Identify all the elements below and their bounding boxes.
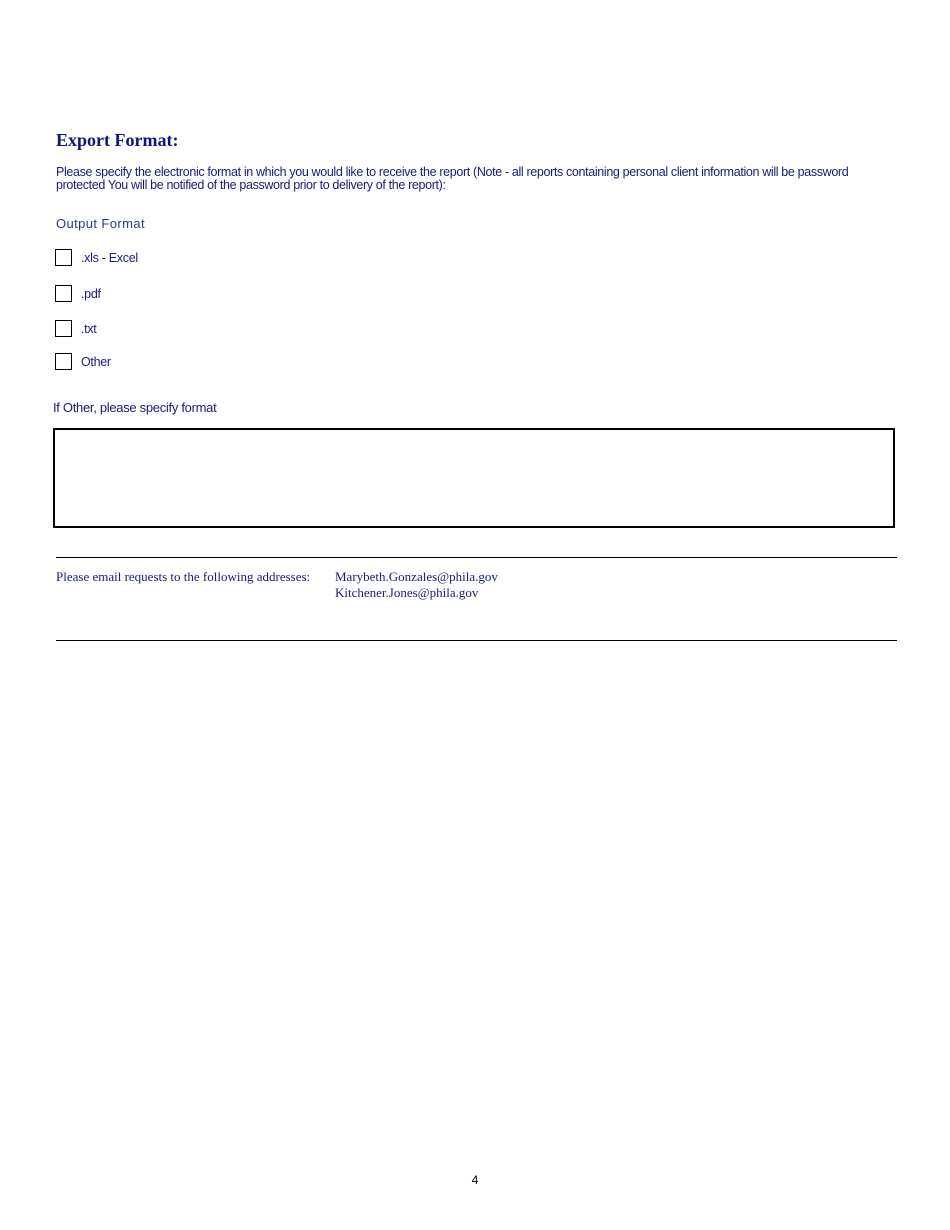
option-other[interactable] (55, 352, 111, 371)
other-checkbox[interactable] (55, 353, 72, 370)
other-format-input[interactable] (53, 428, 895, 528)
pdf-checkbox[interactable] (55, 285, 72, 302)
page-number: 4 (471, 1173, 479, 1187)
email-instructions: Please email requests to the following addresses: (56, 569, 311, 584)
option-xls[interactable] (55, 248, 138, 267)
xls-label: .xls - Excel (81, 250, 138, 265)
output-format-label: Output Format (56, 216, 146, 231)
instructions-text: Please specify the electronic format in which you would like to receive the report (Note - all reports containing personal client information will be password protected You will be notified of the password prior to delivery of the report): (56, 165, 849, 192)
option-pdf[interactable] (55, 284, 101, 303)
other-format-label: If Other, please specify format (53, 400, 217, 415)
txt-label: .txt (81, 321, 97, 336)
xls-checkbox[interactable] (55, 249, 72, 266)
email-link-gonzales[interactable]: Marybeth.Gonzales@phila.gov (335, 569, 498, 584)
other-option-label: Other (81, 354, 111, 369)
email-link-jones[interactable]: Kitchener.Jones@phila.gov (335, 585, 479, 600)
txt-checkbox[interactable] (55, 320, 72, 337)
section-title: Export Format: (56, 130, 179, 150)
divider-top (56, 557, 897, 558)
pdf-label: .pdf (81, 286, 101, 301)
divider-bottom (56, 640, 897, 641)
option-txt[interactable] (55, 319, 96, 338)
